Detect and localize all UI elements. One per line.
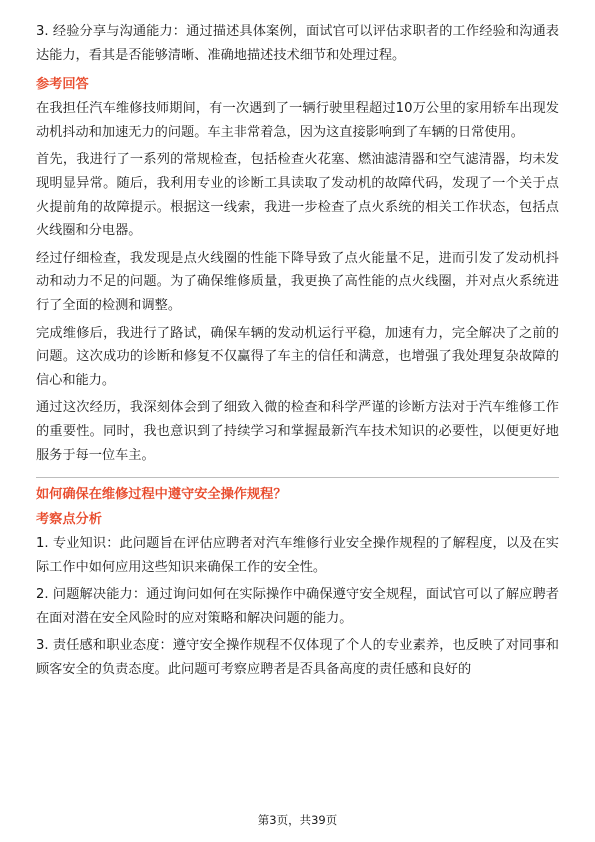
reference-paragraph: 完成维修后，我进行了路试，确保车辆的发动机运行平稳，加速有力，完全解决了之前的问题。这次成功的诊断和修复不仅赢得了车主的信任和满意，也增强了我处理复杂故障的信心和能力。 (36, 325, 559, 388)
reference-paragraph: 在我担任汽车维修技师期间，有一次遇到了一辆行驶里程超过10万公里的家用轿车出现发动机抖动和加速无力的问题。车主非常着急，因为这直接影响到了车辆的日常使用。 (36, 101, 559, 140)
analysis-point: 3. 责任感和职业态度：遵守安全操作规程不仅体现了个人的专业素养，也反映了对同事和顾客安全的负责态度。此问题可考察应聘者是否具备高度的责任感和良好的 (36, 638, 559, 678)
analysis-point: 1. 专业知识：此问题旨在评估应聘者对汽车维修行业安全操作规程的了解程度，以及在实际工作中如何应用这些知识来确保工作的安全性。 (36, 536, 559, 575)
reference-paragraph: 通过这次经历，我深刻体会到了细致入微的检查和科学严谨的诊断方法对于汽车维修工作的重要性。同时，我也意识到了持续学习和掌握最新汽车技术知识的必要性，以便更好地服务于每一位车主。 (36, 400, 559, 463)
reference-paragraph: 经过仔细检查，我发现是点火线圈的性能下降导致了点火能量不足，进而引发了发动机抖动和动力不足的问题。为了确保维修质量，我更换了高性能的点火线圈，并对点火系统进行了全面的检测和调整。 (36, 250, 559, 313)
question-title: 如何确保在维修过程中遵守安全操作规程？ (36, 487, 287, 503)
page-content (36, 20, 559, 686)
analysis-point: 2. 问题解决能力：通过询问如何在实际操作中确保遵守安全规程，面试官可以了解应聘者在面对潜在安全风险时的应对策略和解决问题的能力。 (36, 587, 559, 626)
section-divider (36, 477, 559, 478)
analysis-heading: 考察点分析 (36, 512, 102, 528)
reference-answer-heading: 参考回答 (36, 77, 89, 93)
reference-paragraph: 首先，我进行了一系列的常规检查，包括检查火花塞、燃油滤清器和空气滤清器，均未发现明显异常。随后，我利用专业的诊断工具读取了发动机的故障代码，发现了一个关于点火提前角的故障提示。根据这一线索，我进一步检查了点火系统的相关工作状态，包括点火线圈和分电器。 (36, 152, 559, 239)
intro-point: 3. 经验分享与沟通能力：通过描述具体案例，面试官可以评估求职者的工作经验和沟通表达能力，看其是否能够清晰、准确地描述技术细节和处理过程。 (36, 24, 559, 63)
page-number-footer: 第3页，共39页 (257, 813, 338, 827)
